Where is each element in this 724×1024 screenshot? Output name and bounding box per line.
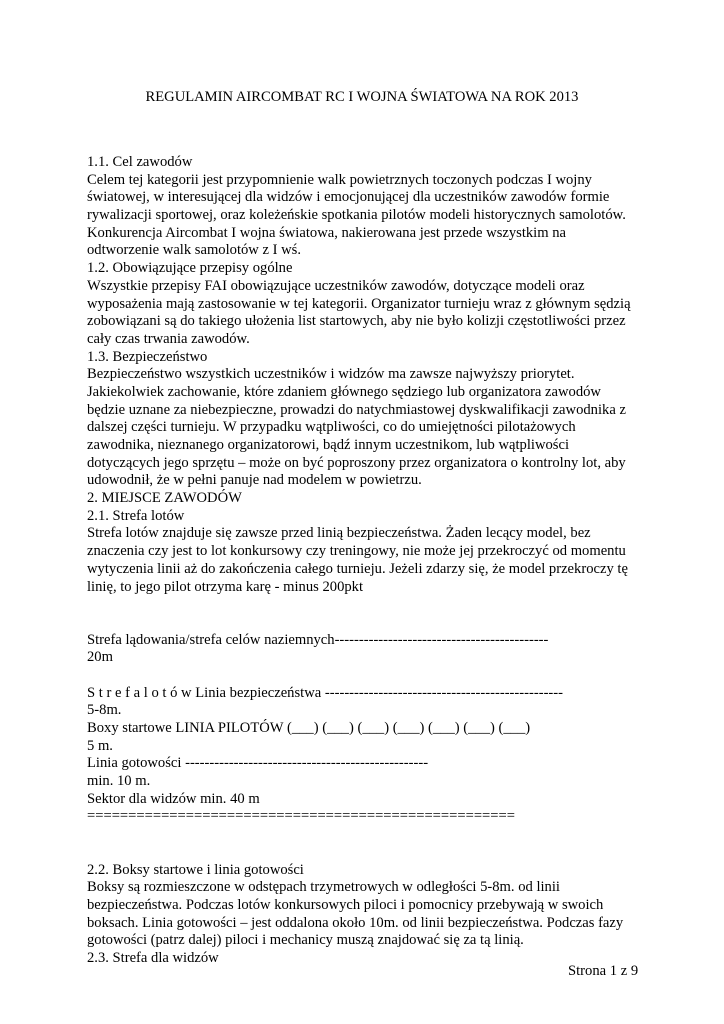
paragraph-line: światowej, w interesującej dla widzów i emocjonującej dla uczestników zawodów formie (87, 189, 610, 206)
paragraph-line: cały czas trwania zawodów. (87, 330, 250, 347)
paragraph-line: gotowości (patrz dalej) piloci i mechanicy muszą znajdować się za tą linią. (87, 932, 524, 949)
document-title: REGULAMIN AIRCOMBAT RC I WOJNA ŚWIATOWA NA ROK 2013 (145, 89, 579, 105)
section-heading: 1.3. Bezpieczeństwo (87, 348, 208, 365)
paragraph-line: zobowiązani są do takiego ułożenia list startowych, aby nie było kolizji częstotliwości przez (87, 313, 626, 330)
paragraph-line: bezpieczeństwa. Podczas lotów konkursowych piloci i pomocnicy przebywają w swoich (87, 896, 604, 913)
page-number: Strona 1 z 9 (568, 963, 639, 979)
field-layout-line: Strefa lądowania/strefa celów naziemnych-------------------------------------------- (87, 631, 549, 648)
paragraph-line: boksach. Linia gotowości – jest oddalona około 10m. od linii bezpieczeństwa. Podczas fazy (87, 914, 624, 931)
paragraph-line: zawodnika, nieznanego organizatorowi, bądź innym uczestnikom, lub wątpliwości (87, 437, 569, 453)
field-layout-line: 5-8m. (87, 702, 122, 719)
paragraph-line: wyposażenia mają zastosowanie w tej kategorii. Organizator turnieju wraz z głównym sędzią (87, 295, 631, 312)
paragraph-line: Wszystkie przepisy FAI obowiązujące uczestników zawodów, dotyczące modeli oraz (87, 277, 585, 294)
document-body (87, 154, 647, 968)
paragraph-line: dotyczących jego sprzętu – może on być poproszony przez organizatora o kontrolny lot, aby (87, 454, 626, 471)
paragraph-line: Strefa lotów znajduje się zawsze przed linią bezpieczeństwa. Żaden lecący model, bez (87, 525, 591, 542)
field-layout-line: min. 10 m. (87, 773, 151, 790)
paragraph-line: Konkurencja Aircombat I wojna światowa, nakierowana jest przede wszystkim na (87, 224, 567, 241)
paragraph-line: Bezpieczeństwo wszystkich uczestników i widzów ma zawsze najwyższy priorytet. (87, 366, 575, 383)
paragraph-line: rywalizacji sportowej, oraz koleżeńskie spotkania pilotów modeli historycznych samolotów. (87, 207, 626, 224)
paragraph-line: Celem tej kategorii jest przypomnienie walk powietrznych toczonych podczas I wojny (87, 171, 592, 188)
section-heading: 2.3. Strefa dla widzów (87, 949, 219, 966)
paragraph-line: będzie uznane za niebezpieczne, prowadzi do natychmiastowej dyskwalifikacji zawodnika z (87, 401, 626, 418)
field-layout-line: Linia gotowości -------------------------------------------------- (87, 755, 429, 772)
field-layout-line: S t r e f a l o t ó w Linia bezpieczeństwa ------------------------------------------------- (87, 684, 564, 701)
field-layout-line: Boxy startowe LINIA PILOTÓW (___) (___) (___) (___) (___) (___) (___) (87, 720, 531, 737)
field-layout-line: ==================================================== (87, 808, 515, 825)
paragraph-line: dalszej części turnieju. W przypadku wątpliwości, co do umiejętności pilotażowych (87, 419, 576, 436)
paragraph-line: odtworzenie walk samolotów z I wś. (87, 242, 301, 259)
field-layout-line: Sektor dla widzów min. 40 m (87, 790, 260, 807)
paragraph-line: Boksy są rozmieszczone w odstępach trzymetrowych w odległości 5-8m. od linii (87, 879, 560, 896)
paragraph-line: wytyczenia linii aż do zakończenia całego turnieju. Jeżeli zdarzy się, że model przekroczy tę (87, 560, 628, 577)
section-heading: 2.1. Strefa lotów (87, 507, 185, 524)
section-heading: 2. MIEJSCE ZAWODÓW (87, 490, 242, 507)
field-layout-line: 5 m. (87, 737, 113, 754)
paragraph-line: Jakiekolwiek zachowanie, które zdaniem głównego sędziego lub organizatora zawodów (87, 383, 601, 400)
paragraph-line: znaczenia czy jest to lot konkursowy czy treningowy, nie może jej przekroczyć od momentu (87, 543, 626, 560)
section-heading: 2.2. Boksy startowe i linia gotowości (87, 861, 304, 878)
paragraph-line: udowodnił, że w pełni panuje nad modelem w powietrzu. (87, 472, 422, 489)
section-heading: 1.1. Cel zawodów (87, 154, 193, 170)
section-heading: 1.2. Obowiązujące przepisy ogólne (87, 260, 293, 277)
field-layout-line: 20m (87, 649, 113, 666)
paragraph-line: linię, to jego pilot otrzyma karę - minus 200pkt (87, 578, 364, 595)
